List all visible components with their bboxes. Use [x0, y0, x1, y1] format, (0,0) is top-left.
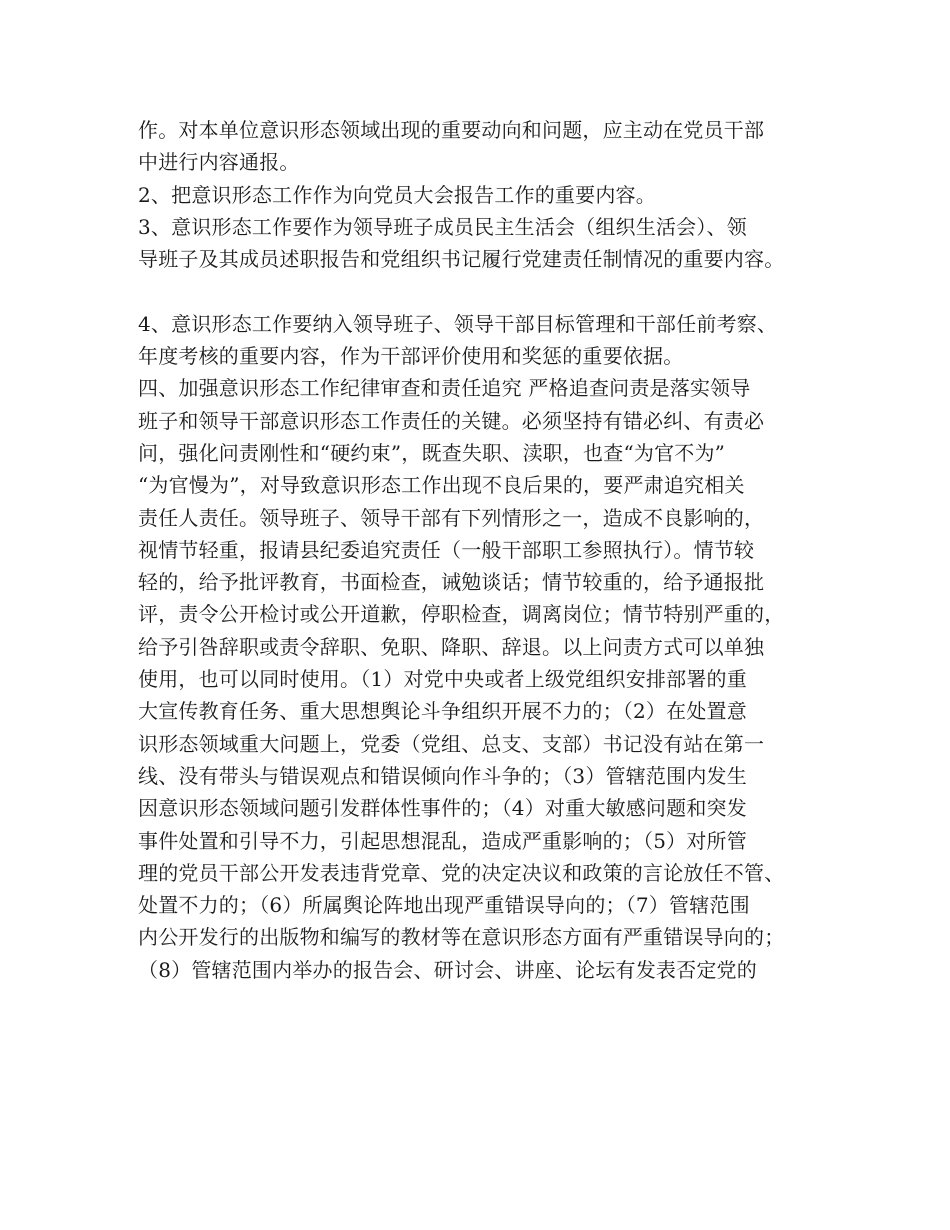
- text-line: 4、意识形态工作要纳入领导班子、领导干部目标管理和干部任前考察、: [138, 311, 778, 336]
- text-line: 轻的，给予批评教育，书面检查，诫勉谈话；情节较重的，给予通报批: [138, 570, 765, 595]
- text-line: 理的党员干部公开发表违背党章、党的决定决议和政策的言论放任不管、: [138, 860, 785, 885]
- text-line: 给予引咎辞职或责令辞职、免职、降职、辞退。以上问责方式可以单独: [138, 634, 765, 659]
- text-line: 2、把意识形态工作作为向党员大会报告工作的重要内容。: [138, 182, 656, 207]
- text-line: “为官慢为”，对导致意识形态工作出现不良后果的，要严肃追究相关: [138, 473, 745, 498]
- paragraph-gap: [138, 275, 838, 307]
- text-line: 作。对本单位意识形态领域出现的重要动向和问题，应主动在党员干部: [138, 118, 765, 142]
- text-line: 使用，也可以同时使用。（1）对党中央或者上级党组织安排部署的重: [138, 667, 747, 692]
- text-line: 事件处置和引导不力，引起思想混乱，造成严重影响的；（5）对所管: [138, 828, 747, 853]
- text-line: 导班子及其成员述职报告和党组织书记履行党建责任制情况的重要内容。: [138, 247, 785, 272]
- text-line: 线、没有带头与错误观点和错误倾向作斗争的；（3）管辖范围内发生: [138, 763, 747, 788]
- text-line: 因意识形态领域问题引发群体性事件的；（4）对重大敏感问题和突发: [138, 796, 747, 821]
- text-line: 四、加强意识形态工作纪律审查和责任追究 严格追查问责是落实领导: [138, 376, 751, 401]
- text-line: 班子和领导干部意识形态工作责任的关键。必须坚持有错必纠、有责必: [138, 408, 765, 433]
- text-line: 大宣传教育任务、重大思想舆论斗争组织开展不力的；（2）在处置意: [138, 699, 747, 724]
- text-line: 识形态领域重大问题上，党委（党组、总支、支部）书记没有站在第一: [138, 731, 765, 756]
- text-line: 处置不力的；（6）所属舆论阵地出现严重错误导向的；（7）管辖范围: [138, 893, 750, 918]
- document-body: [138, 114, 838, 986]
- text-line: 问，强化问责刚性和“硬约束”，既查失职、渎职，也查“为官不为”: [138, 440, 726, 465]
- text-line: 年度考核的重要内容，作为干部评价使用和奖惩的重要依据。: [138, 344, 684, 369]
- text-line: 中进行内容通报。: [138, 150, 300, 175]
- text-line: 评，责令公开检讨或公开道歉，停职检查，调离岗位；情节特别严重的，: [138, 602, 785, 627]
- text-line: （8）管辖范围内举办的报告会、研讨会、讲座、论坛有发表否定党的: [138, 957, 757, 982]
- text-line: 3、意识形态工作要作为领导班子成员民主生活会（组织生活会）、领: [138, 214, 747, 239]
- text-line: 责任人责任。领导班子、领导干部有下列情形之一，造成不良影响的，: [138, 505, 765, 530]
- text-line: 视情节轻重，报请县纪委追究责任（一般干部职工参照执行）。情节较: [138, 537, 755, 562]
- text-line: 内公开发行的出版物和编写的教材等在意识形态方面有严重错误导向的；: [138, 925, 785, 950]
